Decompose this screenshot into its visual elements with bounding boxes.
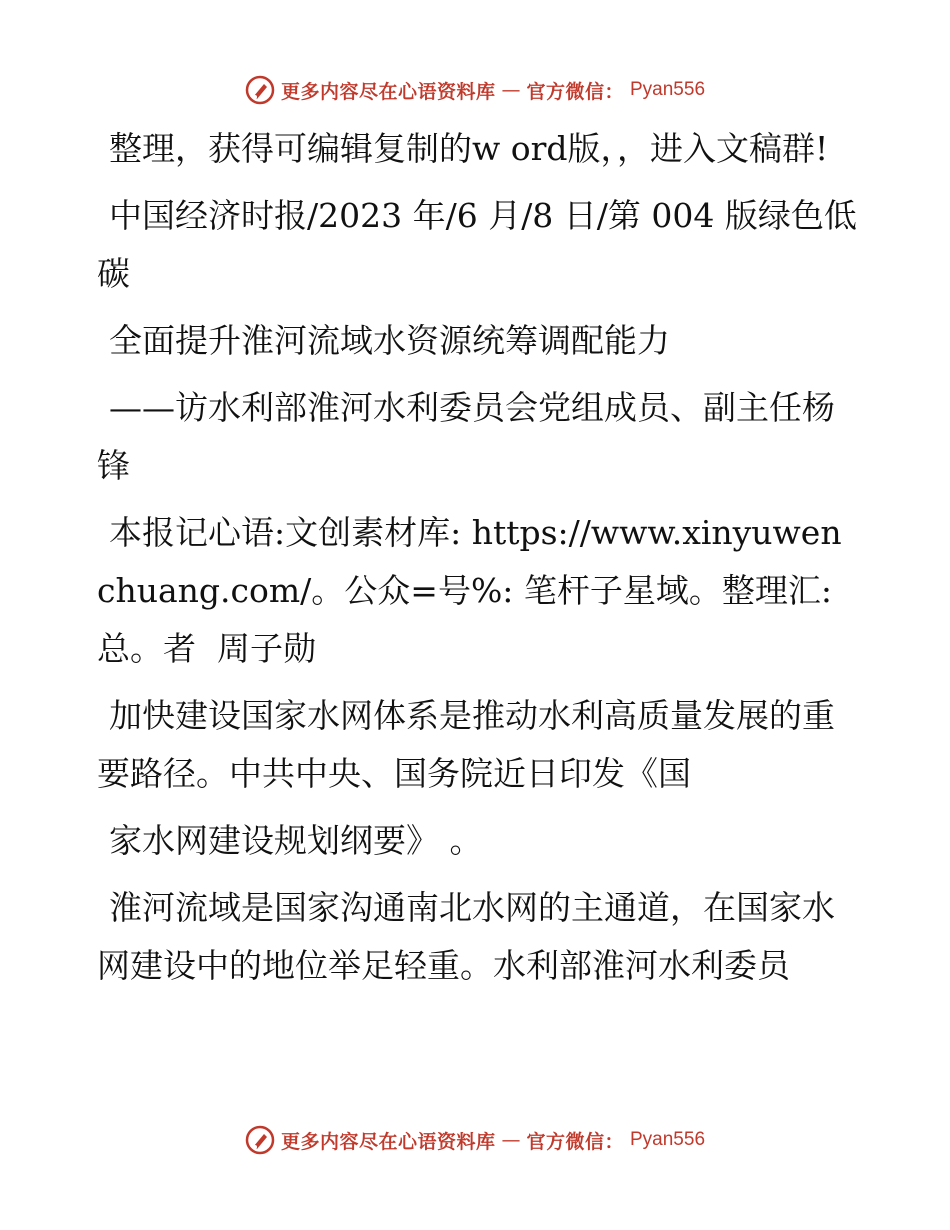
document-body <box>97 120 857 1004</box>
watermark-text: 更多内容尽在心语资料库 <box>280 1130 496 1153</box>
paragraph-body-3: 淮河流域是国家沟通南北水网的主通道，在国家水网建设中的地位举足轻重。水利部淮河水利委员 <box>97 888 835 985</box>
paragraph-body-2: 家水网建设规划纲要》 。 <box>109 821 483 860</box>
watermark-contact-id: Pyan556 <box>630 79 706 100</box>
paragraph-body-1: 加快建设国家水网体系是推动水利高质量发展的重要路径。中共中央、国务院近日印发《国 <box>97 696 835 793</box>
pen-logo-icon <box>245 1125 275 1155</box>
article-title: 全面提升淮河流域水资源统筹调配能力 <box>109 321 670 360</box>
watermark-separator: — <box>501 79 521 101</box>
footer-watermark <box>0 1122 950 1158</box>
watermark-contact-id: Pyan556 <box>630 1129 706 1150</box>
watermark-contact-label: 官方微信： <box>526 1130 624 1153</box>
paragraph-reporter: 本报记心语:文创素材库: https://www.xinyuwenchuang.com/。公众=号%: 笔杆子星域。整理汇:总。者 周子勋 <box>97 513 842 668</box>
watermark-text: 更多内容尽在心语资料库 <box>280 80 496 103</box>
watermark-contact-label: 官方微信： <box>526 80 624 103</box>
watermark-separator: — <box>501 1129 521 1151</box>
paragraph-intro: 整理，获得可编辑复制的w ord版，，进入文稿群! <box>109 129 829 168</box>
pen-logo-icon <box>245 75 275 105</box>
paragraph-source: 中国经济时报/2023 年/6 月/8 日/第 004 版绿色低碳 <box>97 196 857 293</box>
article-subtitle: ——访水利部淮河水利委员会党组成员、副主任杨锋 <box>97 388 835 485</box>
header-watermark <box>0 72 950 108</box>
